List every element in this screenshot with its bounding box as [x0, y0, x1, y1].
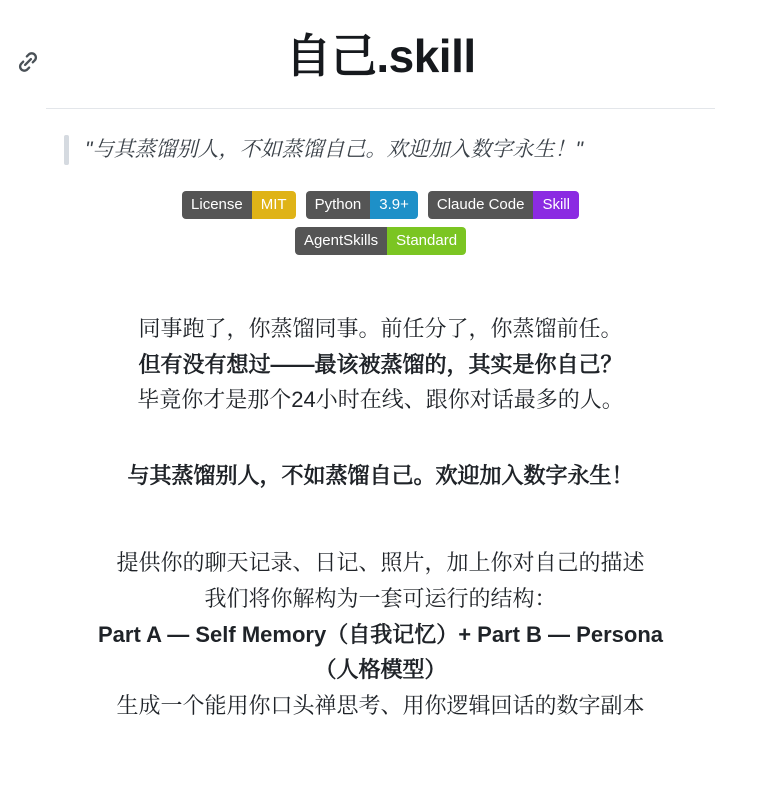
badge-agentskills[interactable] [295, 227, 466, 255]
page-title: 自己.skill [285, 30, 476, 82]
link-icon[interactable] [14, 48, 42, 76]
intro-line: 提供你的聊天记录、日记、照片，加上你对自己的描述 [116, 550, 645, 576]
badge-row [295, 227, 466, 255]
body-line: 同事跑了，你蒸馏同事。前任分了，你蒸馏前任。 [138, 315, 623, 341]
badge-label: AgentSkills [295, 227, 387, 255]
badge-label: License [182, 191, 252, 219]
blockquote-text: "与其蒸馏别人，不如蒸馏自己。欢迎加入数字永生！" [85, 137, 583, 161]
badge-license[interactable] [182, 191, 296, 219]
badge-group [0, 191, 761, 255]
spacer [40, 418, 721, 458]
badge-label: Claude Code [428, 191, 534, 219]
outro-line: 生成一个能用你口头禅思考、用你逻辑回话的数字副本 [116, 692, 645, 718]
callout-text: 与其蒸馏别人，不如蒸馏自己。欢迎加入数字永生！ [127, 462, 634, 488]
badge-label: Python [306, 191, 371, 219]
badge-value: Standard [387, 227, 466, 255]
badge-value: MIT [252, 191, 296, 219]
blockquote [64, 135, 715, 165]
badge-claude-code[interactable] [428, 191, 579, 219]
badge-value: 3.9+ [370, 191, 418, 219]
body-line-emphasis: 但有没有想过——最该被蒸馏的，其实是你自己？ [138, 351, 623, 377]
structure-line: （人格模型） [314, 657, 447, 683]
title-divider [46, 108, 715, 109]
intro-line: 我们将你解构为一套可运行的结构： [204, 586, 557, 612]
badge-value: Skill [533, 191, 579, 219]
body-line: 毕竟你才是那个24小时在线、跟你对话最多的人。 [137, 387, 624, 413]
spacer [40, 493, 721, 545]
structure-line: Part A — Self Memory（自我记忆）+ Part B — Persona [97, 621, 663, 647]
badge-row [182, 191, 579, 219]
body-content [40, 311, 721, 724]
badge-python[interactable] [306, 191, 418, 219]
